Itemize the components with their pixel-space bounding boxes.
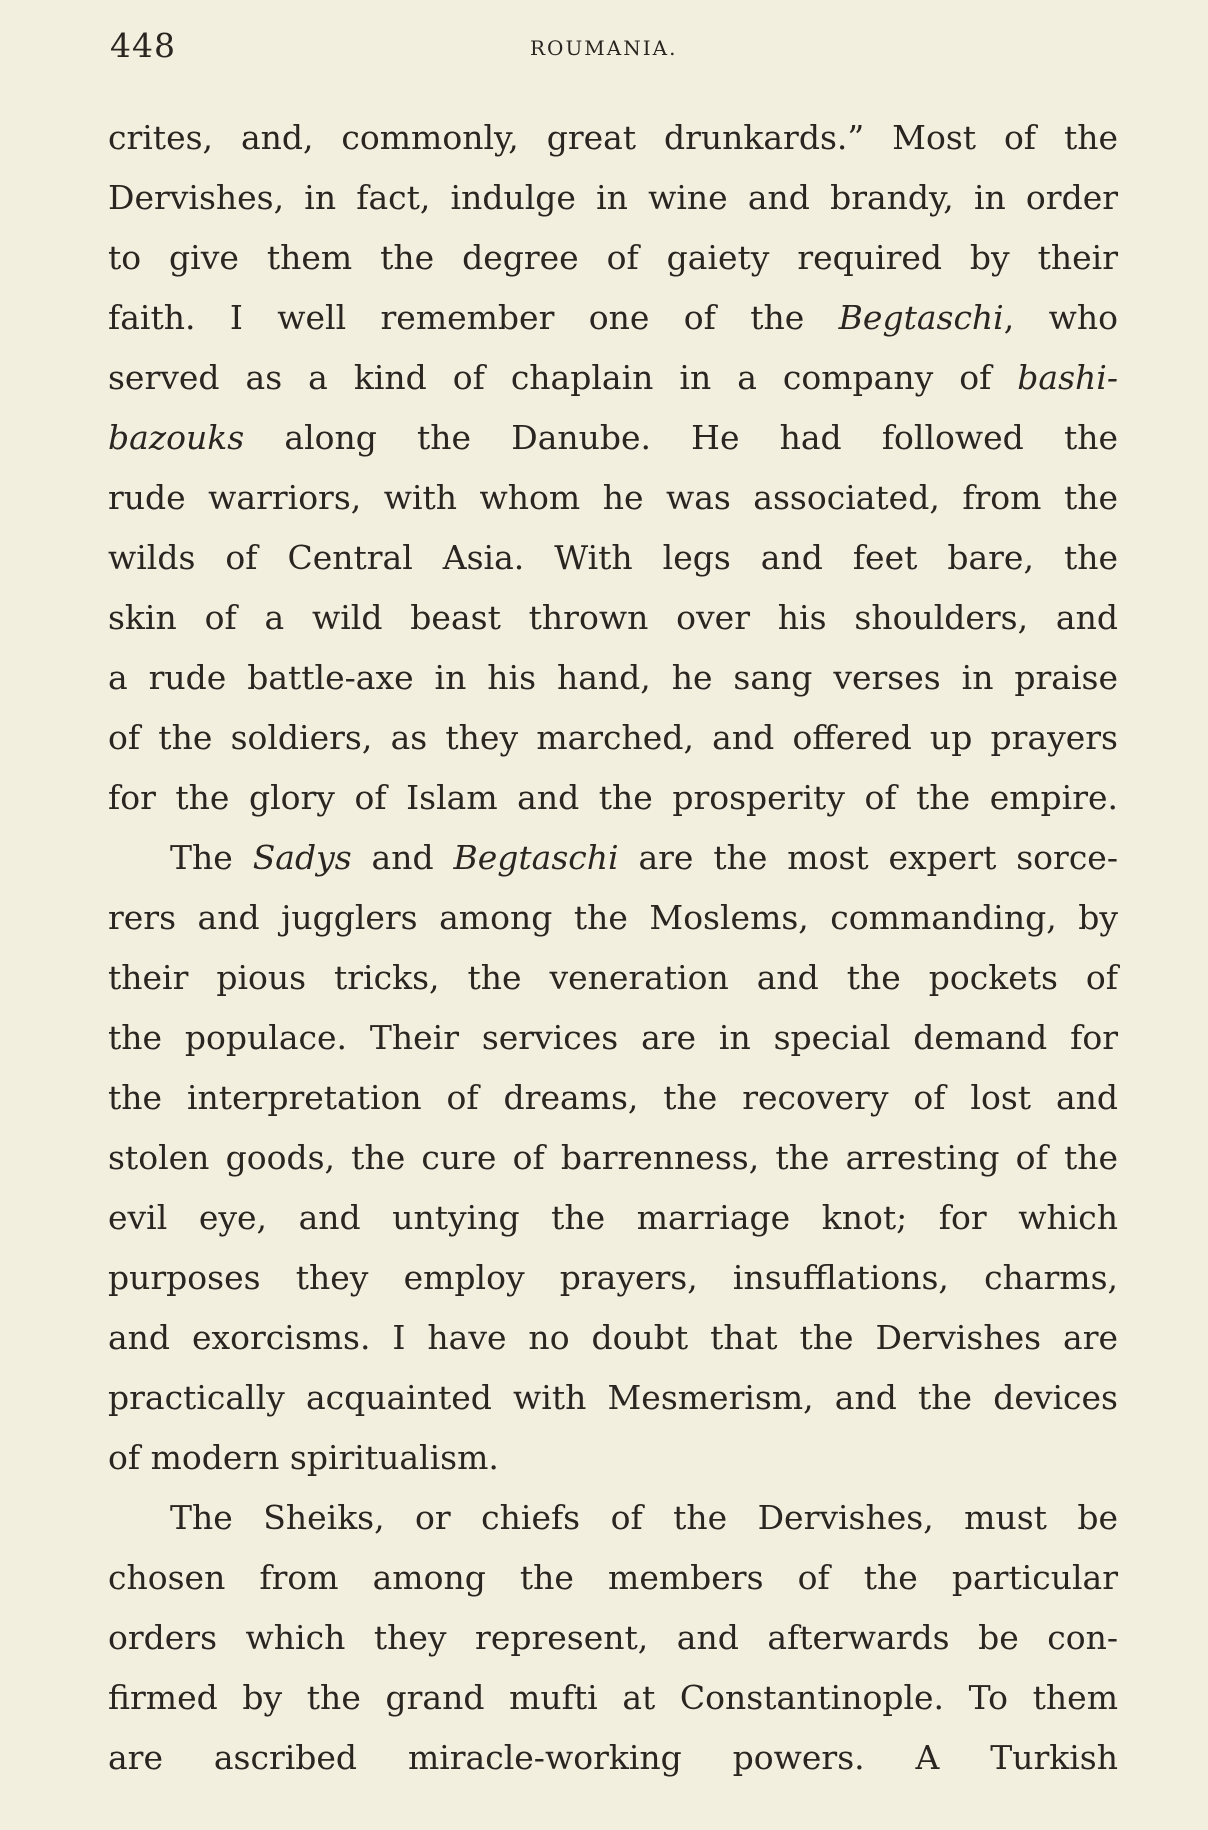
text-line: wilds of Central Asia. With legs and feet bare, the <box>108 538 1118 577</box>
text-line: faith. I well remember one of the Begtaschi, who <box>108 298 1118 337</box>
italic-term: Begtaschi <box>838 298 1004 337</box>
italic-term: bazouks <box>108 418 245 457</box>
text-line: rude warriors, with whom he was associated, from the <box>108 478 1118 517</box>
italic-term: Sadys <box>252 838 352 877</box>
text-line: of the soldiers, as they marched, and offered up prayers <box>108 718 1118 757</box>
body-text <box>108 108 1118 1788</box>
text-line: the populace. Their services are in special demand for <box>108 1018 1118 1057</box>
text-line: stolen goods, the cure of barrenness, the arresting of the <box>108 1138 1118 1177</box>
running-title: ROUMANIA. <box>530 36 678 60</box>
italic-term: Begtaschi <box>453 838 619 877</box>
text-line: are ascribed miracle-working powers. A Turkish <box>108 1738 1118 1777</box>
text-line: purposes they employ prayers, insufflations, charms, <box>108 1258 1118 1297</box>
text-line: firmed by the grand mufti at Constantinople. To them <box>108 1678 1118 1717</box>
text-line: for the glory of Islam and the prosperity of the empire. <box>108 778 1118 817</box>
text-line: of modern spiritualism. <box>108 1438 499 1477</box>
text-line: and exorcisms. I have no doubt that the Dervishes are <box>108 1318 1118 1357</box>
text-line: skin of a wild beast thrown over his shoulders, and <box>108 598 1118 637</box>
page-number: 448 <box>110 26 176 65</box>
text-line: their pious tricks, the veneration and the pockets of <box>108 958 1118 997</box>
text-line: bazouks along the Danube. He had followed the <box>108 418 1118 457</box>
text-line: crites, and, commonly, great drunkards.” Most of the <box>108 118 1118 157</box>
running-head <box>110 26 1108 66</box>
text-line: orders which they represent, and afterwards be con- <box>108 1618 1118 1657</box>
text-line: a rude battle-axe in his hand, he sang verses in praise <box>108 658 1118 697</box>
text-line: The Sheiks, or chiefs of the Dervishes, must be <box>170 1498 1118 1537</box>
text-line: practically acquainted with Mesmerism, and the devices <box>108 1378 1118 1417</box>
text-line: Dervishes, in fact, indulge in wine and brandy, in order <box>108 178 1118 217</box>
text-line: the interpretation of dreams, the recovery of lost and <box>108 1078 1118 1117</box>
italic-term: bashi- <box>1017 358 1118 397</box>
text-line: The Sadys and Begtaschi are the most expert sorce- <box>170 838 1118 877</box>
text-line: served as a kind of chaplain in a company of bashi- <box>108 358 1118 397</box>
text-line: chosen from among the members of the particular <box>108 1558 1118 1597</box>
text-line: rers and jugglers among the Moslems, commanding, by <box>108 898 1118 937</box>
text-line: evil eye, and untying the marriage knot; for which <box>108 1198 1118 1237</box>
text-line: to give them the degree of gaiety required by their <box>108 238 1118 277</box>
